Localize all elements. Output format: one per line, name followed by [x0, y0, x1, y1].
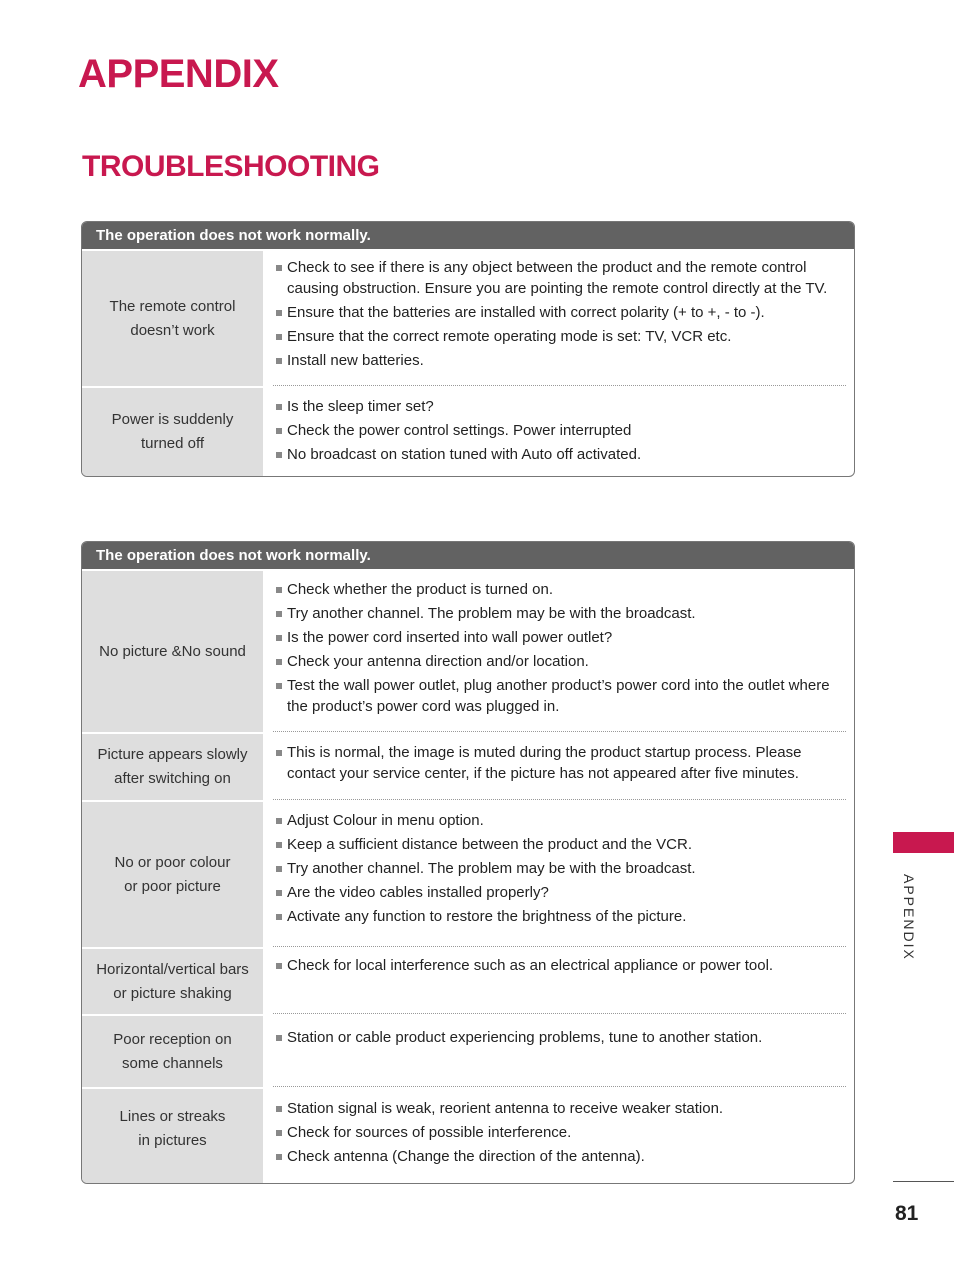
- table-row: [82, 251, 854, 386]
- solution-item: Ensure that the correct remote operating mode is set: TV, VCR etc.: [275, 326, 842, 347]
- solution-item: Check for local interference such as an electrical appliance or power tool.: [275, 955, 842, 976]
- issue-cell: [82, 1014, 263, 1087]
- solution-cell: [263, 571, 854, 732]
- issue-line: No picture &No sound: [99, 642, 246, 660]
- issue-cell: [82, 1087, 263, 1183]
- solution-item: No broadcast on station tuned with Auto off activated.: [275, 444, 842, 465]
- issue-cell: [82, 732, 263, 800]
- solution-item: Check whether the product is turned on.: [275, 579, 842, 600]
- solution-item: Activate any function to restore the brightness of the picture.: [275, 906, 842, 927]
- table-row: [82, 1014, 854, 1087]
- table-row: [82, 947, 854, 1014]
- issue-line: No or poor colour: [114, 853, 231, 871]
- issue-line: Picture appears slowly: [97, 746, 248, 763]
- issue-line: turned off: [140, 435, 205, 452]
- solution-item: Is the power cord inserted into wall power outlet?: [275, 627, 842, 648]
- troubleshooting-table-1: [81, 221, 855, 477]
- page-number: 81: [895, 1202, 919, 1225]
- table-header: The operation does not work normally.: [82, 222, 854, 251]
- solution-cell: [263, 251, 854, 386]
- table-row: [82, 732, 854, 800]
- issue-line: or picture shaking: [113, 984, 232, 1002]
- issue-line: some channels: [122, 1054, 223, 1072]
- solution-item: Test the wall power outlet, plug another product’s power cord into the outlet where the product’s power cord was plugged in.: [275, 675, 842, 717]
- solution-item: Adjust Colour in menu option.: [275, 810, 842, 831]
- issue-cell: [82, 947, 263, 1014]
- issue-cell: [82, 386, 263, 476]
- solution-item: Check to see if there is any object between the product and the remote control causing obstruction. Ensure you are pointing the remote control directly at the TV.: [275, 257, 842, 299]
- solution-item: Check antenna (Change the direction of the antenna).: [275, 1146, 842, 1167]
- solution-cell: [263, 947, 854, 1014]
- table-row: [82, 386, 854, 476]
- solution-item: Check the power control settings. Power interrupted: [275, 420, 842, 441]
- solution-cell: [263, 386, 854, 476]
- page-number-rule: [893, 1181, 954, 1182]
- issue-line: in pictures: [138, 1132, 207, 1149]
- solution-item: Is the sleep timer set?: [275, 396, 842, 417]
- solution-cell: [263, 1087, 854, 1183]
- solution-item: Try another channel. The problem may be with the broadcast.: [275, 858, 842, 879]
- issue-line: Power is suddenly: [111, 411, 234, 428]
- issue-line: after switching on: [114, 770, 231, 787]
- table-header: The operation does not work normally.: [82, 542, 854, 571]
- table-row: [82, 571, 854, 732]
- issue-line: Poor reception on: [113, 1030, 232, 1048]
- issue-cell: [82, 571, 263, 732]
- section-title: TROUBLESHOOTING: [82, 150, 380, 183]
- page-title: APPENDIX: [78, 52, 279, 96]
- issue-cell: [82, 251, 263, 386]
- table-row: [82, 800, 854, 947]
- issue-line: Lines or streaks: [119, 1108, 226, 1125]
- issue-line: The remote control: [109, 297, 236, 315]
- side-tab-marker: [893, 832, 954, 853]
- solution-cell: [263, 1014, 854, 1087]
- solution-item: Ensure that the batteries are installed with correct polarity (+ to +, - to -).: [275, 302, 842, 323]
- solution-item: Station signal is weak, reorient antenna to receive weaker station.: [275, 1098, 842, 1119]
- solution-item: Install new batteries.: [275, 350, 842, 371]
- solution-item: This is normal, the image is muted during the product startup process. Please contact your service center, if the picture has not appeared after five minutes.: [275, 742, 842, 784]
- solution-item: Are the video cables installed properly?: [275, 882, 842, 903]
- solution-cell: [263, 732, 854, 800]
- table-row: [82, 1087, 854, 1183]
- solution-item: Check your antenna direction and/or location.: [275, 651, 842, 672]
- solution-item: Try another channel. The problem may be with the broadcast.: [275, 603, 842, 624]
- side-section-label: APPENDIX: [901, 874, 917, 961]
- solution-item: Station or cable product experiencing problems, tune to another station.: [275, 1027, 842, 1048]
- solution-cell: [263, 800, 854, 947]
- issue-line: doesn’t work: [130, 321, 215, 339]
- issue-line: or poor picture: [124, 877, 221, 895]
- issue-cell: [82, 800, 263, 947]
- solution-item: Keep a sufficient distance between the product and the VCR.: [275, 834, 842, 855]
- solution-item: Check for sources of possible interference.: [275, 1122, 842, 1143]
- troubleshooting-table-2: [81, 541, 855, 1184]
- issue-line: Horizontal/vertical bars: [96, 960, 249, 978]
